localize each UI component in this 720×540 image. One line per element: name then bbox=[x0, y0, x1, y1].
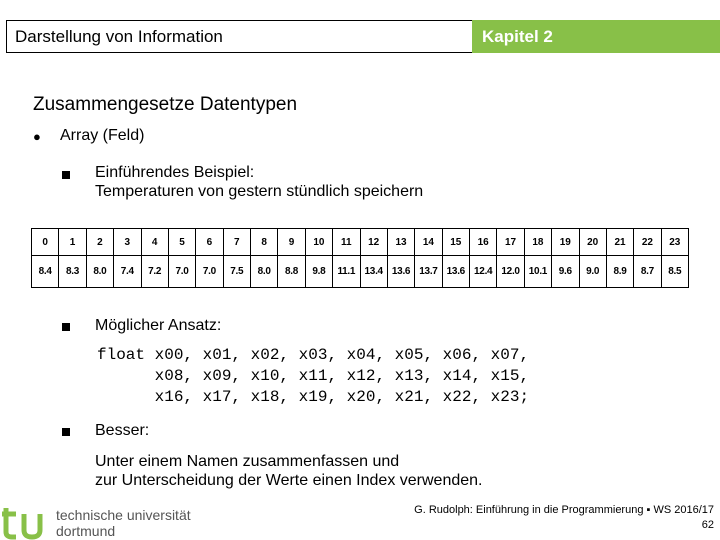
hour-cell: 6 bbox=[196, 229, 223, 256]
temperature-cell: 13.6 bbox=[387, 256, 414, 288]
code-line: float x00, x01, x02, x03, x04, x05, x06, x07, bbox=[97, 346, 530, 364]
bullet-dot-icon: ● bbox=[33, 129, 41, 144]
bullet-array: Array (Feld) bbox=[60, 127, 145, 144]
temperature-cell: 13.4 bbox=[360, 256, 387, 288]
hour-cell: 23 bbox=[661, 229, 688, 256]
temperatures-row bbox=[32, 256, 689, 288]
temperature-cell: 8.5 bbox=[661, 256, 688, 288]
intro-text bbox=[95, 163, 423, 201]
temperature-cell: 9.6 bbox=[552, 256, 579, 288]
tu-logo-icon bbox=[2, 504, 52, 540]
hour-cell: 22 bbox=[634, 229, 661, 256]
besser-text bbox=[95, 452, 482, 490]
hour-cell: 1 bbox=[59, 229, 86, 256]
logo-university-name: technische universität bbox=[56, 507, 191, 523]
temperature-cell: 8.4 bbox=[32, 256, 59, 288]
temperature-cell: 9.0 bbox=[579, 256, 606, 288]
temperature-cell: 8.0 bbox=[86, 256, 113, 288]
intro-line-2: Temperaturen von gestern stündlich speichern bbox=[95, 183, 424, 200]
logo-city-name: dortmund bbox=[56, 523, 116, 539]
temperature-cell: 7.0 bbox=[196, 256, 223, 288]
hour-cell: 15 bbox=[442, 229, 469, 256]
temperature-cell: 8.7 bbox=[634, 256, 661, 288]
temperature-cell: 8.0 bbox=[251, 256, 278, 288]
hour-cell: 16 bbox=[470, 229, 497, 256]
slide-title: Zusammengesetze Datentypen bbox=[33, 94, 298, 115]
hour-cell: 17 bbox=[497, 229, 524, 256]
besser-line-1: Unter einem Namen zusammenfassen und bbox=[95, 453, 400, 470]
ansatz-label: Möglicher Ansatz: bbox=[95, 317, 222, 334]
temperature-cell: 7.2 bbox=[141, 256, 168, 288]
hour-cell: 18 bbox=[524, 229, 551, 256]
intro-line-1: Einführendes Beispiel: bbox=[95, 164, 255, 181]
hour-cell: 19 bbox=[552, 229, 579, 256]
hour-cell: 9 bbox=[278, 229, 305, 256]
hour-cell: 14 bbox=[415, 229, 442, 256]
temperature-cell: 10.1 bbox=[524, 256, 551, 288]
hour-cell: 10 bbox=[305, 229, 332, 256]
temperature-cell: 7.4 bbox=[114, 256, 141, 288]
temperature-cell: 7.5 bbox=[223, 256, 250, 288]
temperature-cell: 12.0 bbox=[497, 256, 524, 288]
header-title: Darstellung von Information bbox=[6, 20, 472, 53]
page-number: 62 bbox=[701, 519, 714, 531]
temperature-cell: 8.8 bbox=[278, 256, 305, 288]
hours-row bbox=[32, 229, 689, 256]
temperature-cell: 11.1 bbox=[333, 256, 360, 288]
footer-credit bbox=[414, 503, 714, 533]
hour-cell: 20 bbox=[579, 229, 606, 256]
temperature-cell: 9.8 bbox=[305, 256, 332, 288]
code-line: x08, x09, x10, x11, x12, x13, x14, x15, bbox=[97, 367, 530, 385]
besser-line-2: zur Unterscheidung der Werte einen Index verwenden. bbox=[95, 472, 483, 489]
code-block bbox=[97, 345, 529, 408]
hour-cell: 21 bbox=[606, 229, 633, 256]
temperature-table bbox=[31, 228, 689, 288]
hour-cell: 2 bbox=[86, 229, 113, 256]
tu-dortmund-logo bbox=[2, 504, 242, 540]
hour-cell: 0 bbox=[32, 229, 59, 256]
hour-cell: 12 bbox=[360, 229, 387, 256]
hour-cell: 11 bbox=[333, 229, 360, 256]
hour-cell: 7 bbox=[223, 229, 250, 256]
temperature-cell: 7.0 bbox=[168, 256, 195, 288]
hour-cell: 13 bbox=[387, 229, 414, 256]
square-bullet-icon bbox=[62, 171, 70, 179]
hour-cell: 4 bbox=[141, 229, 168, 256]
temperature-cell: 8.3 bbox=[59, 256, 86, 288]
besser-label: Besser: bbox=[95, 422, 150, 439]
code-line: x16, x17, x18, x19, x20, x21, x22, x23; bbox=[97, 388, 530, 406]
hour-cell: 8 bbox=[251, 229, 278, 256]
temperature-cell: 12.4 bbox=[470, 256, 497, 288]
square-bullet-icon bbox=[62, 428, 70, 436]
hour-cell: 5 bbox=[168, 229, 195, 256]
credit-line: G. Rudolph: Einführung in die Programmierung ▪ WS 2016/17 bbox=[414, 504, 714, 516]
temperature-cell: 8.9 bbox=[606, 256, 633, 288]
square-bullet-icon bbox=[62, 323, 70, 331]
temperature-cell: 13.7 bbox=[415, 256, 442, 288]
temperature-cell: 13.6 bbox=[442, 256, 469, 288]
chapter-badge: Kapitel 2 bbox=[472, 20, 720, 53]
hour-cell: 3 bbox=[114, 229, 141, 256]
